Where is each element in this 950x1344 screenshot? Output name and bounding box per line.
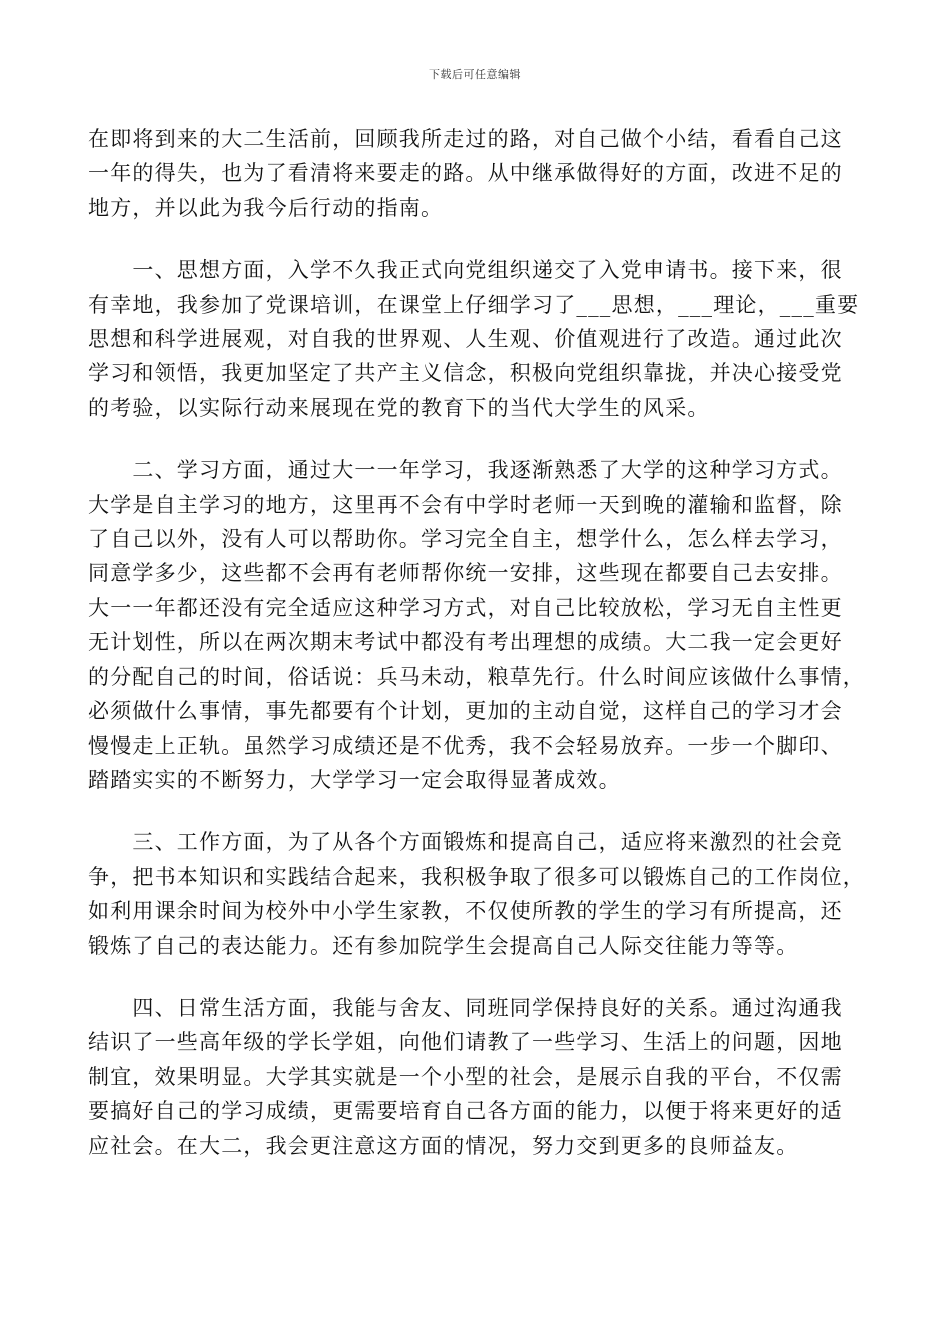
text-line: 踏踏实实的不断努力，大学学习一定会取得显著成效。 [88, 767, 621, 792]
text-line: 慢慢走上正轨。虽然学习成绩还是不优秀，我不会轻易放弃。一步一个脚印、 [88, 733, 843, 758]
text-line: 的分配自己的时间，俗话说：兵马未动，粮草先行。什么时间应该做什么事情， [88, 664, 865, 689]
text-line: 如利用课余时间为校外中小学生家教，不仅使所教的学生的学习有所提高，还 [88, 899, 843, 924]
text-line: 必须做什么事情，事先都要有个计划，更加的主动自觉，这样自己的学习才会 [88, 699, 843, 724]
text-line: 同意学多少，这些都不会再有老师帮你统一安排，这些现在都要自己去安排。 [88, 561, 843, 586]
text-line: 三、工作方面，为了从各个方面锻炼和提高自己，适应将来激烈的社会竞 [88, 830, 843, 855]
text-line: 有幸地，我参加了党课培训，在课堂上仔细学习了___思想，___理论，___重要 [88, 292, 860, 317]
text-line: 无计划性，所以在两次期末考试中都没有考出理想的成绩。大二我一定会更好 [88, 630, 843, 655]
paragraph-work [88, 825, 866, 963]
text-line: 在即将到来的大二生活前，回顾我所走过的路，对自己做个小结，看看自己这 [88, 127, 843, 151]
paragraph-thought [88, 253, 866, 425]
text-line: 应社会。在大二，我会更注意这方面的情况，努力交到更多的良师益友。 [88, 1133, 799, 1158]
text-line: 结识了一些高年级的学长学姐，向他们请教了一些学习、生活上的问题，因地 [88, 1030, 843, 1055]
text-line: 四、日常生活方面，我能与舍友、同班同学保持良好的关系。通过沟通我 [88, 995, 843, 1020]
text-line: 一年的得失，也为了看清将来要走的路。从中继承做得好的方面，改进不足的 [88, 161, 843, 186]
paragraph-daily-life [88, 991, 866, 1163]
text-line: 大一一年都还没有完全适应这种学习方式，对自己比较放松，学习无自主性更 [88, 595, 843, 620]
text-line: 学习和领悟，我更加坚定了共产主义信念，积极向党组织靠拢，并决心接受党 [88, 361, 843, 386]
text-line: 制宜，效果明显。大学其实就是一个小型的社会，是展示自我的平台，不仅需 [88, 1064, 843, 1089]
text-line: 要搞好自己的学习成绩，更需要培育自己各方面的能力，以便于将来更好的适 [88, 1099, 843, 1124]
text-line: 思想和科学进展观，对自我的世界观、人生观、价值观进行了改造。通过此次 [88, 327, 843, 352]
text-line: 一、思想方面，入学不久我正式向党组织递交了入党申请书。接下来，很 [88, 258, 843, 283]
paragraph-study [88, 453, 866, 797]
text-line: 争，把书本知识和实践结合起来，我积极争取了很多可以锻炼自己的工作岗位， [88, 864, 865, 889]
text-line: 的考验，以实际行动来展现在党的教育下的当代大学生的风采。 [88, 395, 710, 420]
text-line: 锻炼了自己的表达能力。还有参加院学生会提高自己人际交往能力等等。 [88, 933, 799, 958]
text-line: 大学是自主学习的地方，这里再不会有中学时老师一天到晚的灌输和监督，除 [88, 492, 843, 517]
text-line: 二、学习方面，通过大一一年学习，我逐渐熟悉了大学的这种学习方式。 [88, 458, 843, 483]
page-header: 下载后可任意编辑 [429, 68, 521, 81]
document-body [88, 122, 866, 1191]
paragraph-intro [88, 122, 866, 225]
text-line: 了自己以外，没有人可以帮助你。学习完全自主，想学什么，怎么样去学习， [88, 527, 843, 552]
text-line: 地方，并以此为我今后行动的指南。 [88, 195, 444, 220]
